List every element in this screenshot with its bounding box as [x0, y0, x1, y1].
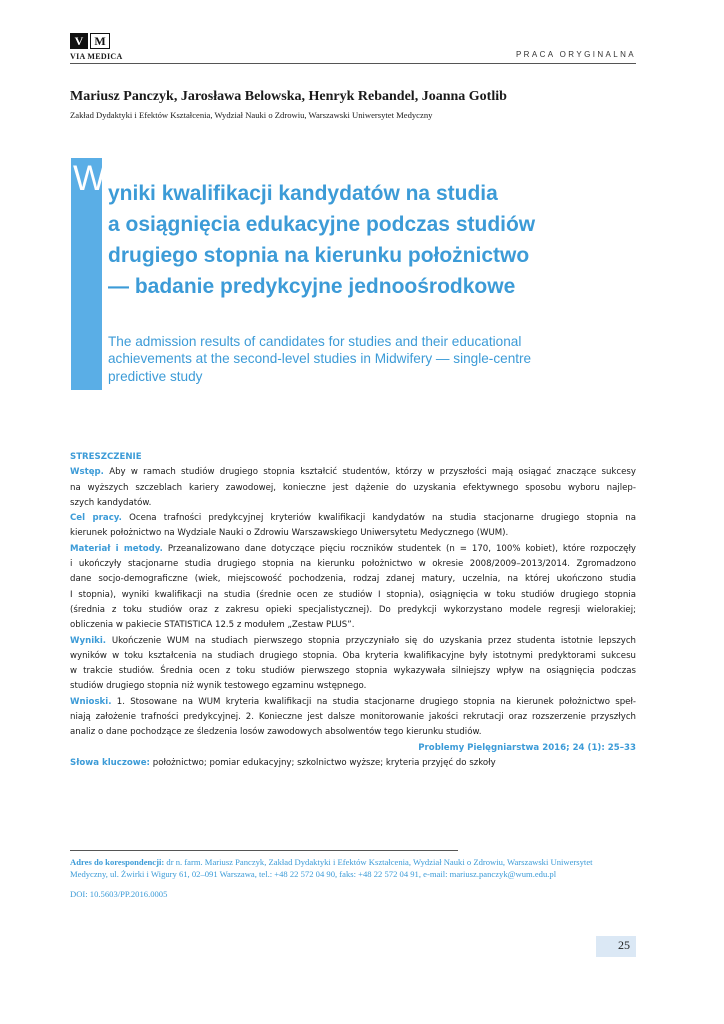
page-number: 25 — [618, 938, 630, 952]
keywords-label: Słowa kluczowe: — [70, 757, 150, 768]
publisher-logo — [70, 33, 110, 49]
subtitle-line: achievements at the second-level studies in Midwifery — single-centre — [108, 351, 532, 367]
keywords-line — [70, 756, 636, 771]
logo-v-mark: V — [70, 33, 88, 49]
abstract-line: kierunek położnictwo na Wydziale Nauki o Zdrowiu Warszawskiego Uniwersytetu Medycznego (WUM). — [70, 528, 509, 539]
conclusions-label: Wnioski. — [70, 696, 112, 707]
abstract-heading: STRESZCZENIE — [70, 452, 142, 462]
results-text: Ukończenie WUM na studiach pierwszego stopnia przyczyniało się do uzyskania przez studenta istotnie lepszych — [111, 635, 636, 646]
corr-label: Adres do korespondencji: — [70, 857, 165, 867]
corr-line — [70, 857, 640, 869]
abstract-line: szych kandydatów. — [70, 497, 152, 508]
title-line: a osiągnięcia edukacyjne podczas studiów — [108, 213, 536, 236]
results-label: Wyniki. — [70, 635, 107, 646]
abstract-line: i ukończyły stacjonarne studia drugiego stopnia na kierunku położnictwo w okresie 2008/2009–2013/2014. Zgromadzono — [70, 559, 636, 570]
title-drop-cap: W — [73, 159, 107, 198]
background-text: Aby w ramach studiów drugiego stopnia kształcić studentów, którzy w przyszłości mają osiągać znaczące sukcesy — [109, 467, 636, 478]
publisher-name: VIA MEDICA — [70, 52, 123, 61]
doi: DOI: 10.5603/PP.2016.0005 — [70, 889, 168, 899]
abstract-line — [70, 695, 636, 710]
section-label: PRACA ORYGINALNA — [515, 50, 636, 59]
abstract-line: obliczenia w pakiecie STATISTICA 12.5 z modułem „Zestaw PLUS”. — [70, 620, 355, 631]
abstract — [70, 450, 636, 771]
corr-text: dr n. farm. Mariusz Panczyk, Zakład Dydaktyki i Efektów Kształcenia, Wydział Nauki o Zdrowiu, Warszawski Uniwersytet — [166, 857, 593, 867]
abstract-line — [70, 542, 636, 557]
corr-line: Medyczny, ul. Żwirki i Wigury 61, 02–091 Warszawa, tel.: +48 22 572 04 90, faks: +48 22 572 04 91, e-mail: mariusz.panczyk@wum.edu.pl — [70, 868, 557, 879]
journal-citation: Problemy Pielęgniarstwa 2016; 24 (1): 25–33 — [418, 742, 636, 753]
abstract-line: studiów drugiego stopnia niż wynik testowego egzaminu wstępnego. — [70, 681, 367, 692]
page-number-box — [596, 936, 636, 957]
title-line: yniki kwalifikacji kandydatów na studia — [108, 182, 498, 205]
abstract-line: na wyższych szczeblach kariery zawodowej, konieczne jest dążenie do uzyskania efektywnego sposobu wyboru najlep- — [70, 482, 636, 493]
abstract-line — [70, 511, 636, 526]
aim-label: Cel pracy. — [70, 513, 122, 524]
aim-text: Ocena trafności predykcyjnej kryteriów kwalifikacji kandydatów na studia stacjonarne drugiego stopnia na — [129, 513, 637, 524]
title-line: drugiego stopnia na kierunku położnictwo — [108, 244, 530, 267]
logo-m-mark: M — [90, 33, 110, 49]
correspondence-address — [70, 857, 640, 880]
english-title — [108, 333, 628, 385]
abstract-line — [70, 465, 636, 480]
abstract-line: (średnia z toku studiów oraz z zakresu opieki specjalistycznej). Do predykcji wykorzystano modele regresji wielorakiej; — [70, 604, 636, 615]
footer-divider — [70, 850, 458, 851]
abstract-line: niają założenie trafności predykcyjnej. 2. Konieczne jest dalsze monitorowanie jakości rekrutacji oraz rozszerzenie przyszłych — [70, 712, 636, 723]
abstract-line: wyników w toku kształcenia na studiach drugiego stopnia. Oba kryteria kwalifikacyjne były istotnymi predyktorami sukcesu — [70, 650, 636, 661]
header-divider — [70, 63, 636, 64]
subtitle-line: The admission results of candidates for studies and their educational — [108, 334, 522, 349]
keywords-text: położnictwo; pomiar edukacyjny; szkolnictwo wyższe; kryteria przyjęć do szkoły — [152, 757, 496, 768]
article-title — [108, 178, 628, 302]
subtitle-line: predictive study — [108, 368, 203, 384]
title-line: — badanie predykcyjne jednoośrodkowe — [108, 275, 516, 298]
authors: Mariusz Panczyk, Jarosława Belowska, Henryk Rebandel, Joanna Gotlib — [70, 89, 507, 104]
abstract-line — [70, 634, 636, 649]
abstract-line: dane socjo-demograficzne (wiek, miejscowość pochodzenia, rodzaj zdanej matury, uczelnia, na której ukończono studia — [70, 574, 636, 585]
abstract-line: analiz o dane pochodzące ze śledzenia losów zawodowych absolwentów tego kierunku studiów. — [70, 727, 482, 738]
abstract-line: w trakcie studiów. Średnia ocen z toku studiów pierwszego stopnia wykazywała silniejszy wpływ na osiągnięcia podczas — [70, 666, 636, 677]
background-label: Wstęp. — [70, 467, 104, 478]
abstract-line: I stopnia), wyniki kwalifikacji na studia (średnie ocen ze studiów I stopnia), osiągnięcia w toku studiów drugiego stopnia — [70, 589, 636, 600]
methods-text: Przeanalizowano dane dotyczące pięciu roczników studentek (n = 170, 100% kobiet), które rozpoczęły — [167, 543, 636, 554]
affiliation: Zakład Dydaktyki i Efektów Kształcenia, Wydział Nauki o Zdrowiu, Warszawski Uniwersytet Medyczny — [70, 110, 433, 120]
conclusions-text: 1. Stosowane na WUM kryteria kwalifikacji na studia stacjonarne drugiego stopnia na kierunek położnictwo speł- — [116, 696, 636, 707]
methods-label: Materiał i metody. — [70, 543, 163, 554]
